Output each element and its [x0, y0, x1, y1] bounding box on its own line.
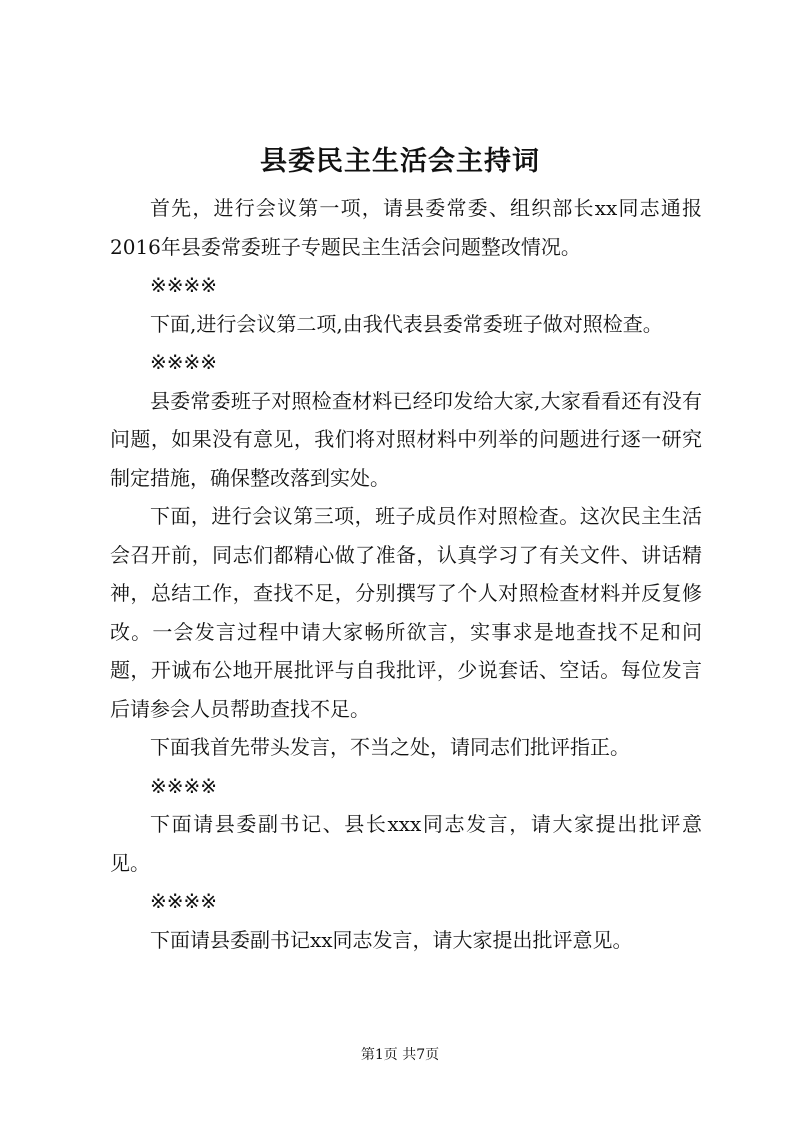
- paragraph-item-6: 下面请县委副书记、县长xxx同志发言，请大家提出批评意见。: [110, 812, 702, 875]
- document-body: [110, 189, 702, 959]
- section-separator: ※※※※: [150, 889, 218, 913]
- paragraph-item-7: 下面请县委副书记xx同志发言，请大家提出批评意见。: [150, 927, 633, 952]
- paragraph-item-1: 首先，进行会议第一项，请县委常委、组织部长xx同志通报2016年县委常委班子专题民主生活会问题整改情况。: [110, 196, 702, 259]
- paragraph-item-5: 下面我首先带头发言，不当之处，请同志们批评指正。: [150, 735, 630, 759]
- page-number-footer: 第1页 共7页: [360, 1047, 440, 1063]
- paragraph-item-4: 下面，进行会议第三项，班子成员作对照检查。这次民主生活会召开前，同志们都精心做了准备，认真学习了有关文件、讲话精神，总结工作，查找不足，分别撰写了个人对照检查材料并反复修改。一会发言过程中请大家畅所欲言，实事求是地查找不足和问题，开诚布公地开展批评与自我批评，少说套话、空话。每位发言后请参会人员帮助查找不足。: [110, 504, 702, 721]
- paragraph-item-2: 下面,进行会议第二项,由我代表县委常委班子做对照检查。: [150, 311, 663, 336]
- section-separator: ※※※※: [150, 273, 218, 297]
- document-title: 县委民主生活会主持词: [260, 146, 540, 177]
- paragraph-item-3: 县委常委班子对照检查材料已经印发给大家,大家看看还有没有问题，如果没有意见，我们将对照材料中列举的问题进行逐一研究制定措施，确保整改落到实处。: [110, 388, 702, 490]
- section-separator: ※※※※: [150, 350, 218, 374]
- section-separator: ※※※※: [150, 773, 218, 798]
